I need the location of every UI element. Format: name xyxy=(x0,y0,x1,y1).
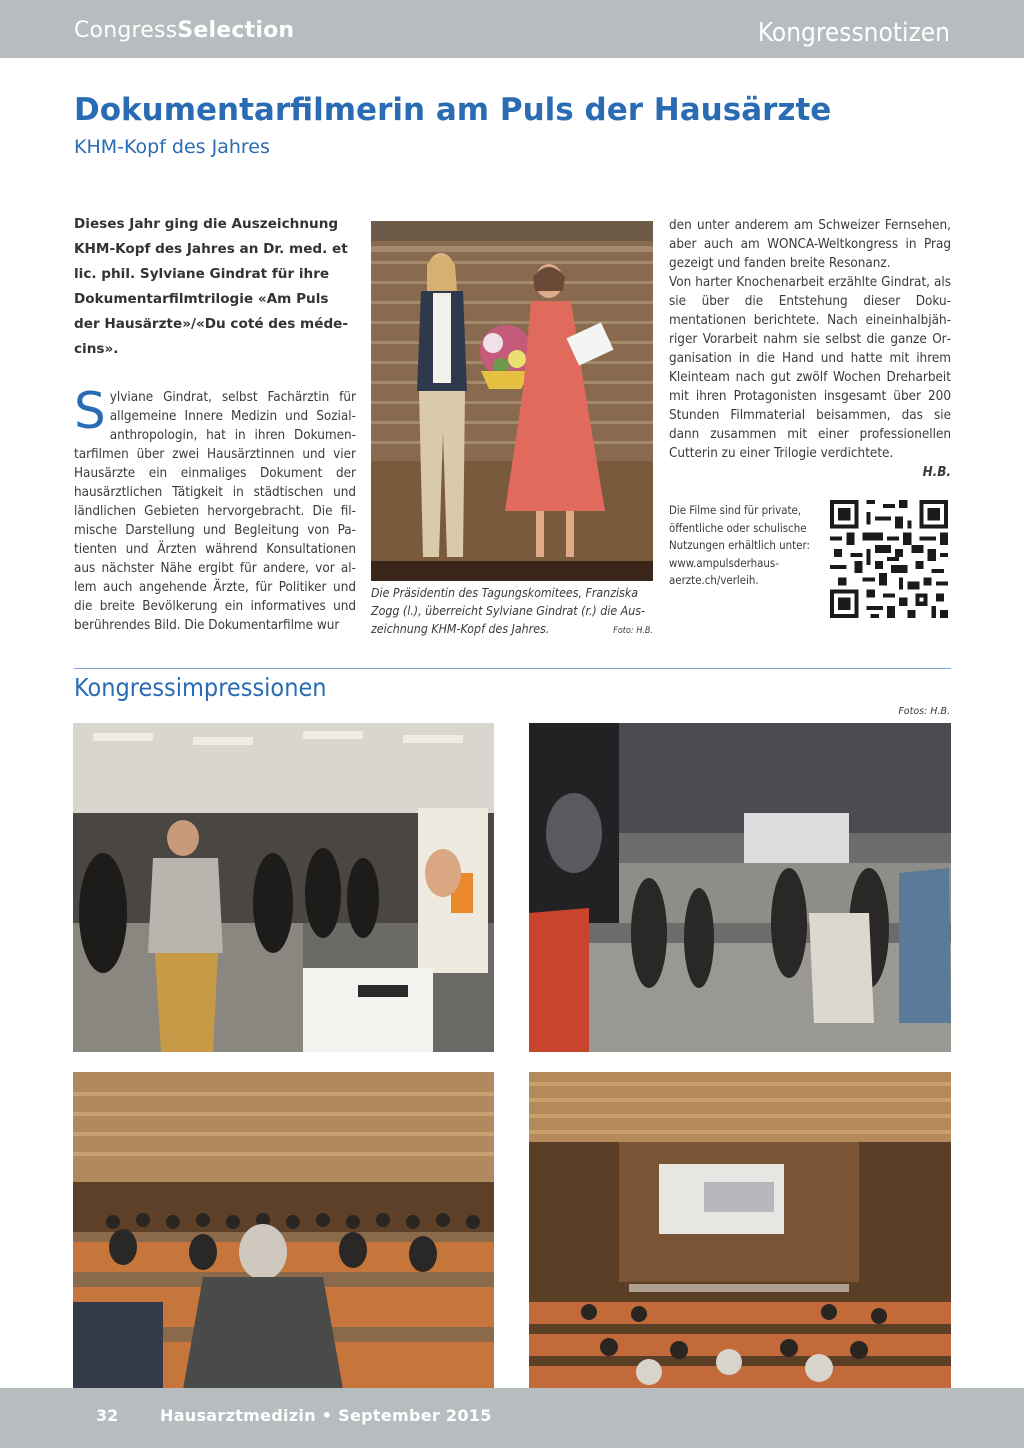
body-col3-paragraph-2: Von harter Knochenarbeit erzählte Gindrat, als sie über die Entstehung dieser Dokumentationen berichtete. Nach eineinhalbjähriger Vorarbeit nahm sie selbst die ganze Organisation in die Hand und hatte mit ihrem Kleinteam nach gut zwölf Wochen Dreharbeit mit ihren Protagonisten insgesamt über 200 Stunden Filmmaterial beisammen, das sie dann zusammen mit einer professionellen Cutterin zu einer Trilogie verdichtete. xyxy=(669,275,951,461)
article-subtitle: KHM-Kopf des Jahres xyxy=(74,136,270,158)
award-photo xyxy=(371,221,653,581)
body-col3-paragraph-1: den unter anderem am Schweizer Fernsehen, aber auch am WONCA-Weltkongress in Prag gezeigt und fanden breite Resonanz. xyxy=(669,218,951,271)
article-body-col3 xyxy=(669,216,951,482)
impression-photo-auditorium xyxy=(529,1072,951,1389)
film-info: Die Filme sind für private, öffentliche oder schulische Nutzungen erhältlich unter: www.ampulsderhausaerzte.ch/verleih. xyxy=(669,503,810,587)
section-divider xyxy=(74,668,951,669)
qr-code[interactable] xyxy=(830,500,948,618)
impression-photo-booth xyxy=(73,723,494,1052)
impression-photo-hall xyxy=(529,723,951,1052)
brand-bold: Selection xyxy=(177,18,295,43)
photo-caption xyxy=(371,584,653,640)
article-lead: Dieses Jahr ging die Auszeichnung KHM-Kopf des Jahres an Dr. med. et lic. phil. Sylviane Gindrat für ihre Dokumentarfilmtrilogie «Am Puls der Hausärzte»/«Du coté des médecins». xyxy=(74,216,349,357)
journal-name: Hausarztmedizin • September 2015 xyxy=(160,1406,492,1425)
section-label: Kongressnotizen xyxy=(757,18,950,48)
impression-photo-audience xyxy=(73,1072,494,1389)
page-number: 32 xyxy=(96,1406,119,1425)
footer-bar xyxy=(0,1388,1024,1448)
article-body-col1 xyxy=(74,382,356,635)
brand-logo xyxy=(74,18,294,43)
impressions-credit: Fotos: H.B. xyxy=(898,706,950,717)
body-col1-text: ylviane Gindrat, selbst Fachärztin für allgemeine Innere Medizin und Sozialanthropologin, hat in ihren Dokumentarfilmen über zwei Hausärztinnen und vier Hausärzte ein einmaliges Dokument der hausärztlichen Tätigkeit in städtischen und ländlichen Gebieten hervorgebracht. Die filmische Darstellung und Begleitung von Patienten und Ärzten während Konsultationen aus nächster Nähe ergibt für andere, vor allem auch angehende Ärzte, für Politiker und die breite Bevölkerung ein informatives und berührendes Bild. Die Dokumentarfilme wur xyxy=(74,390,356,633)
caption-text: Die Präsidentin des Tagungskomitees, Franziska Zogg (l.), überreicht Sylviane Gindrat (r.) die Auszeichnung KHM-Kopf des Jahres. xyxy=(371,586,645,636)
brand-light: Congress xyxy=(74,18,178,43)
article-title: Dokumentarfilmerin am Puls der Hausärzte xyxy=(74,92,832,128)
article-author: H.B. xyxy=(922,465,951,480)
impressions-heading: Kongressimpressionen xyxy=(74,673,327,702)
dropcap: S xyxy=(74,382,106,440)
caption-credit: Foto: H.B. xyxy=(613,626,653,636)
